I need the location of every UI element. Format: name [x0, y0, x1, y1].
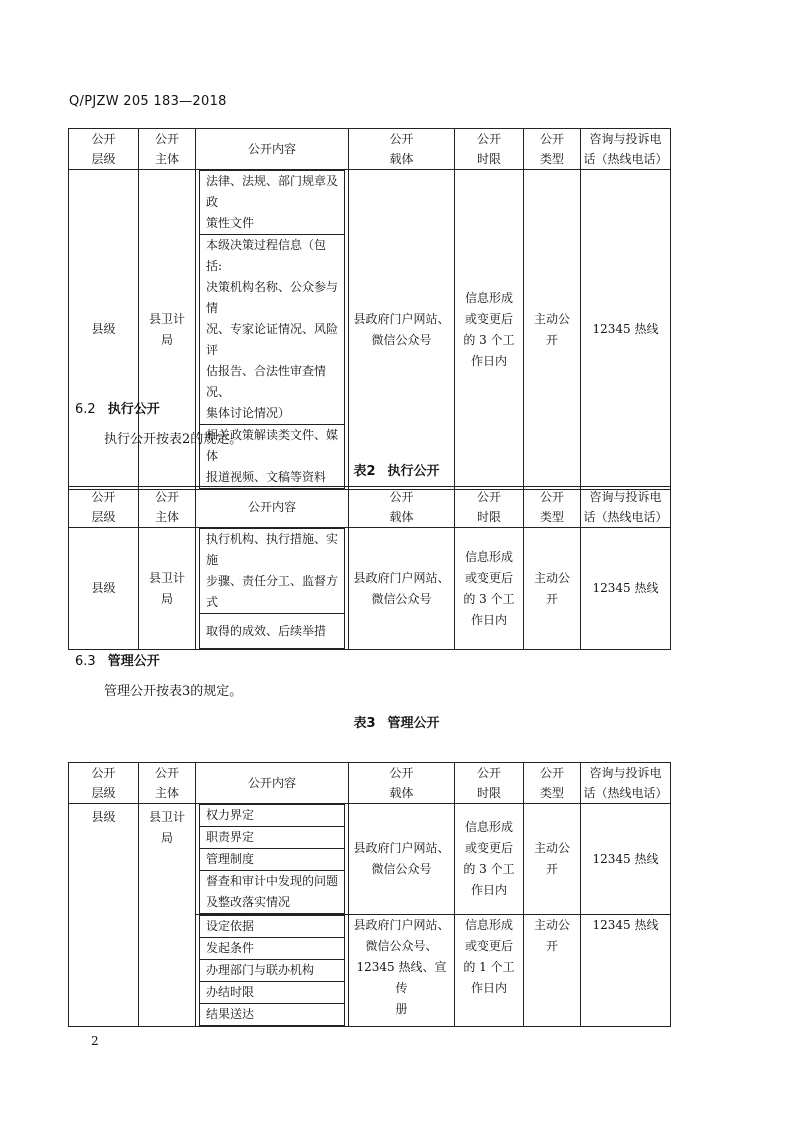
header-content: 公开内容 — [196, 129, 349, 170]
table-management-disclosure — [68, 762, 671, 1027]
header-level: 公开 层级 — [69, 129, 139, 170]
document-code: Q/PJZW 205 183—2018 — [69, 94, 227, 109]
content-item: 相关政策解读类文件、媒体 报道视频、文稿等资料 — [206, 428, 339, 484]
cell-hotline: 12345 热线 — [581, 170, 671, 490]
section-paragraph: 管理公开按表3的规定。 — [104, 684, 243, 699]
content-item: 本级决策过程信息（包括: 决策机构名称、公众参与情 况、专家论证情况、风险评 估报告、合法性审查情况、 集体讨论情况） — [200, 235, 344, 425]
cell-carrier: 县政府门户网站、 微信公众号 — [349, 804, 455, 915]
table-caption: 表3 管理公开 — [353, 716, 440, 731]
cell-content — [196, 915, 349, 1027]
header-subject: 公开 主体 — [139, 487, 196, 528]
header-level: 公开 层级 — [69, 487, 139, 528]
content-item: 取得的成效、后续举措 — [206, 624, 327, 638]
header-hotline: 咨询与投诉电 话（热线电话） — [581, 487, 671, 528]
table-row — [69, 528, 671, 650]
cell-level: 县级 — [69, 170, 139, 490]
cell-type: 主动公 开 — [524, 170, 581, 490]
cell-subject: 县卫计 局 — [139, 528, 196, 650]
cell-time-limit: 信息形成 或变更后 的 1 个工 作日内 — [455, 915, 524, 1027]
cell-hotline: 12345 热线 — [581, 915, 671, 1027]
cell-carrier: 县政府门户网站、 微信公众号、 12345 热线、宣传 册 — [349, 915, 455, 1027]
cell-hotline: 12345 热线 — [581, 804, 671, 915]
content-item: 发起条件 — [200, 938, 344, 960]
table-header-row — [69, 763, 671, 804]
header-time-limit: 公开 时限 — [455, 129, 524, 170]
cell-subject: 县卫计 局 — [139, 804, 196, 1027]
cell-level: 县级 — [69, 804, 139, 1027]
header-carrier: 公开 载体 — [349, 487, 455, 528]
header-type: 公开 类型 — [524, 487, 581, 528]
section-heading-6-3: 6.3 管理公开 — [75, 654, 160, 669]
cell-type: 主动公 开 — [524, 804, 581, 915]
table-execution-disclosure — [68, 486, 671, 650]
cell-carrier: 县政府门户网站、 微信公众号 — [349, 528, 455, 650]
header-content: 公开内容 — [196, 487, 349, 528]
header-carrier: 公开 载体 — [349, 763, 455, 804]
content-item: 督查和审计中发现的问题 及整改落实情况 — [206, 874, 339, 909]
table-caption: 表2 执行公开 — [353, 464, 440, 479]
cell-content — [196, 528, 349, 650]
cell-time-limit: 信息形成 或变更后 的 3 个工 作日内 — [455, 528, 524, 650]
header-subject: 公开 主体 — [139, 763, 196, 804]
header-type: 公开 类型 — [524, 129, 581, 170]
header-carrier: 公开 载体 — [349, 129, 455, 170]
content-item: 办结时限 — [200, 982, 344, 1004]
cell-type: 主动公 开 — [524, 528, 581, 650]
cell-time-limit: 信息形成 或变更后 的 3 个工 作日内 — [455, 804, 524, 915]
content-item: 职责界定 — [200, 827, 344, 849]
header-hotline: 咨询与投诉电 话（热线电话） — [581, 129, 671, 170]
cell-hotline: 12345 热线 — [581, 528, 671, 650]
header-time-limit: 公开 时限 — [455, 487, 524, 528]
content-item: 法律、法规、部门规章及政 策性文件 — [200, 171, 344, 235]
table-header-row — [69, 487, 671, 528]
page-number: 2 — [91, 1034, 99, 1048]
header-subject: 公开 主体 — [139, 129, 196, 170]
header-type: 公开 类型 — [524, 763, 581, 804]
content-item: 执行机构、执行措施、实施 步骤、责任分工、监督方式 — [200, 529, 344, 614]
cell-subject: 县卫计 局 — [139, 170, 196, 490]
cell-content — [196, 804, 349, 915]
cell-carrier: 县政府门户网站、 微信公众号 — [349, 170, 455, 490]
header-content: 公开内容 — [196, 763, 349, 804]
content-item: 办理部门与联办机构 — [200, 960, 344, 982]
cell-level: 县级 — [69, 528, 139, 650]
table-header-row — [69, 129, 671, 170]
header-level: 公开 层级 — [69, 763, 139, 804]
cell-type: 主动公 开 — [524, 915, 581, 1027]
header-hotline: 咨询与投诉电 话（热线电话） — [581, 763, 671, 804]
header-time-limit: 公开 时限 — [455, 763, 524, 804]
content-item: 权力界定 — [200, 805, 344, 827]
section-paragraph: 执行公开按表2的规定。 — [104, 432, 243, 447]
section-heading-6-2: 6.2 执行公开 — [75, 402, 160, 417]
content-item: 设定依据 — [200, 916, 344, 938]
table-row — [69, 804, 671, 915]
content-item: 管理制度 — [200, 849, 344, 871]
content-item: 结果送达 — [206, 1007, 255, 1021]
cell-time-limit: 信息形成 或变更后 的 3 个工 作日内 — [455, 170, 524, 490]
